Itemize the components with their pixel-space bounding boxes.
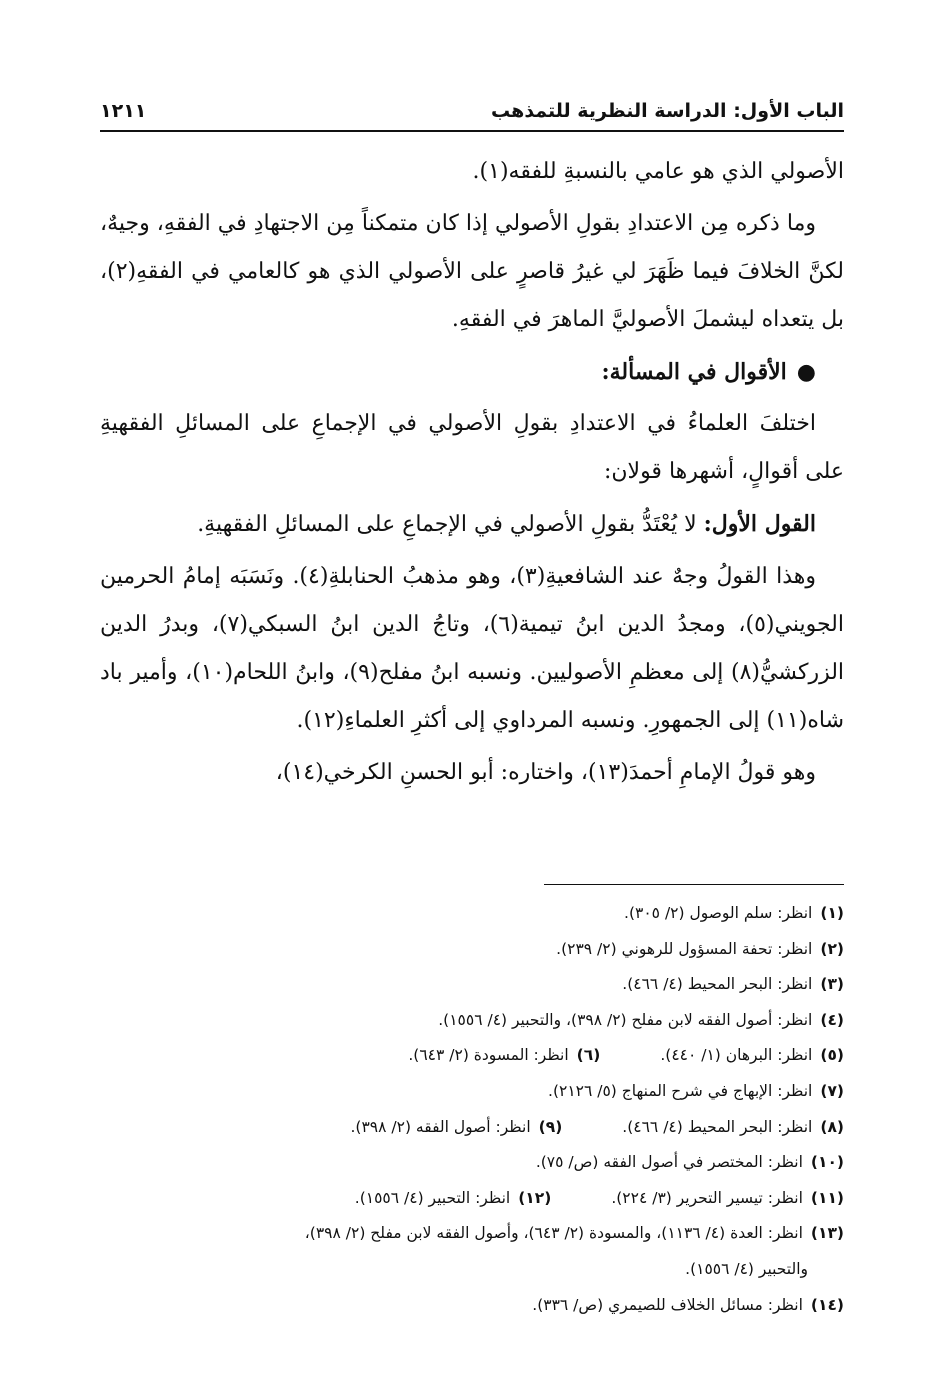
paragraph-2: وما ذكره مِن الاعتدادِ بقولِ الأصولي إذا كان متمكناً مِن الاجتهادِ في الفقهِ، وجيهٌ، لكنَّ الخلافَ فيما ظَهَرَ لي غيرُ قاصرٍ على الأصولي الذي هو كالعامي في الفقهِ(٢)، بل يتعداه ليشملَ الأصوليَّ الماهرَ في الفقهِ. bbox=[100, 211, 844, 332]
header-rule bbox=[100, 130, 844, 132]
first-opinion-text: لا يُعْتَدُّ بقولِ الأصولي في الإجماعِ على المسائلِ الفقهيةِ. bbox=[197, 512, 697, 537]
paragraph-5: وهو قولُ الإمامِ أحمدَ(١٣)، واختاره: أبو الحسنِ الكرخي(١٤)، bbox=[275, 760, 816, 785]
footnote-2: (٢)انظر: تحفة المسؤول للرهوني (٢/ ٢٣٩). bbox=[556, 939, 844, 958]
main-text bbox=[100, 148, 844, 801]
footnote-7: (٧)انظر: الإبهاج في شرح المنهاج (٥/ ٢١٢٦). bbox=[548, 1081, 844, 1100]
section-heading-text: الأقوال في المسألة: bbox=[601, 359, 787, 385]
footnote-13-continued: والتحبير (٤/ ١٥٥٦). bbox=[685, 1259, 808, 1278]
running-header bbox=[100, 96, 844, 126]
first-opinion-label: القول الأول: bbox=[703, 511, 816, 537]
paragraph-3: اختلفَ العلماءُ في الاعتدادِ بقولِ الأصولي في الإجماعِ على المسائلِ الفقهيةِ على أقوالٍ، أشهرها قولان: bbox=[100, 411, 844, 484]
chapter-title: الباب الأول: الدراسة النظرية للتمذهب bbox=[491, 100, 844, 122]
footnote-14: (١٤)انظر: مسائل الخلاف للصيمري (ص/ ٣٣٦). bbox=[532, 1295, 844, 1314]
footnote-8-9: (٨)انظر: البحر المحيط (٤/ ٤٦٦).(٩)انظر: أصول الفقه (٢/ ٣٩٨). bbox=[350, 1117, 844, 1136]
paragraph-4: وهذا القولُ وجهٌ عند الشافعيةِ(٣)، وهو مذهبُ الحنابلةِ(٤). ونَسَبَه إمامُ الحرمين الجويني(٥)، ومجدُ الدين ابنُ تيمية(٦)، وتاجُ الدين ابنُ السبكي(٧)، وبدرُ الدين الزركشيُّ(٨) إلى معظمِ الأصوليين. ونسبه ابنُ مفلح(٩)، وابنُ اللحام(١٠)، وأمير باد شاه(١١) إلى الجمهورِ. ونسبه المرداوي إلى أكثرِ العلماءِ(١٢). bbox=[100, 564, 845, 733]
footnote-13: (١٣)انظر: العدة (٤/ ١١٣٦)، والمسودة (٢/ ٦٤٣)، وأصول الفقه لابن مفلح (٢/ ٣٩٨)، bbox=[304, 1224, 844, 1243]
footnote-rule bbox=[544, 884, 844, 885]
bullet-icon: ● bbox=[796, 359, 816, 385]
footnote-1: (١)انظر: سلم الوصول (٢/ ٣٠٥). bbox=[624, 904, 844, 922]
footnote-11-12: (١١)انظر: تيسير التحرير (٣/ ٢٢٤).(١٢)انظر: التحبير (٤/ ١٥٥٦). bbox=[354, 1188, 844, 1207]
footnote-5-6: (٥)انظر: البرهان (١/ ٤٤٠).(٦)انظر: المسودة (٢/ ٦٤٣). bbox=[408, 1046, 844, 1065]
first-opinion bbox=[100, 500, 844, 549]
section-heading bbox=[100, 348, 844, 396]
footnote-4: (٤)انظر: أصول الفقه لابن مفلح (٢/ ٣٩٨)، والتحبير (٤/ ١٥٥٦). bbox=[438, 1010, 844, 1029]
footnote-10: (١٠)انظر: المختصر في أصول الفقه (ص/ ٧٥). bbox=[535, 1153, 844, 1172]
footnotes bbox=[100, 896, 844, 1323]
page-number: ١٢١١ bbox=[100, 100, 147, 122]
paragraph-1: الأصولي الذي هو عامي بالنسبةِ للفقه(١). bbox=[472, 159, 844, 184]
footnote-3: (٣)انظر: البحر المحيط (٤/ ٤٦٦). bbox=[622, 975, 844, 994]
